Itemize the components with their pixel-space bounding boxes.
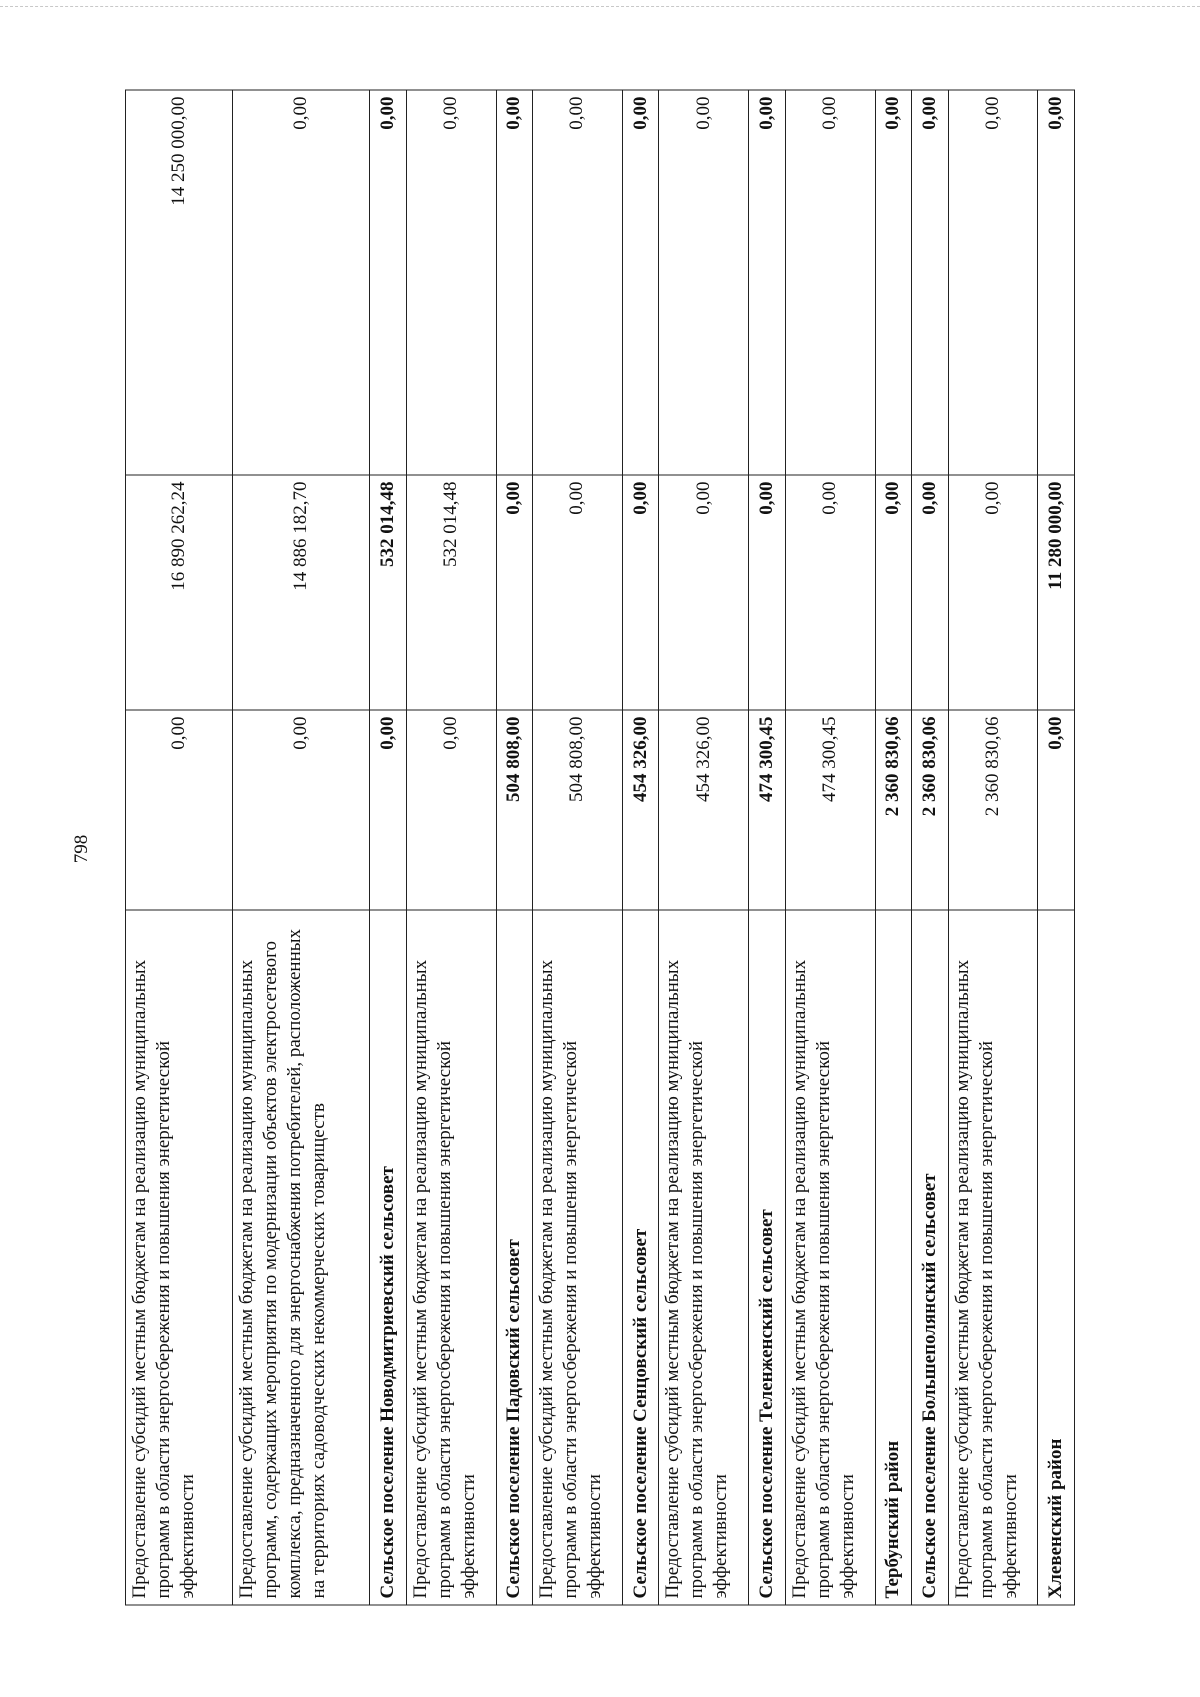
row-value-2: 11 280 000,00 (1038, 475, 1075, 710)
row-value-3: 0,00 (370, 90, 406, 475)
row-value-2: 0,00 (912, 475, 948, 710)
row-value-1: 0,00 (370, 710, 406, 910)
row-name: Предоставление субсидий местным бюджетам на реализацию муниципальных программ, содержащих мероприятия по модернизации объектов электросетевого комплекса, предназначенного для энергоснабжения потребителей, расположенных на территориях садоводческих некоммерческих товариществ (233, 910, 370, 1605)
row-value-3: 0,00 (496, 90, 532, 475)
table-row (785, 90, 875, 1605)
row-name: Предоставление субсидий местным бюджетам на реализацию муниципальных программ в области энергосбережения и повышения энергетической эффективности (532, 910, 622, 1605)
row-value-3: 0,00 (875, 90, 911, 475)
row-name: Хлевенский район (1038, 910, 1075, 1605)
row-name: Предоставление субсидий местным бюджетам на реализацию муниципальных программ в области энергосбережения и повышения энергетической эффективности (785, 910, 875, 1605)
row-value-3: 14 250 000,00 (126, 90, 233, 475)
row-name: Предоставление субсидий местным бюджетам на реализацию муниципальных программ в области энергосбережения и повышения энергетической эффективности (406, 910, 496, 1605)
row-value-3: 0,00 (622, 90, 658, 475)
row-value-1: 504 808,00 (496, 710, 532, 910)
row-value-2: 0,00 (875, 475, 911, 710)
row-name: Предоставление субсидий местным бюджетам на реализацию муниципальных программ в области энергосбережения и повышения энергетической эффективности (126, 910, 233, 1605)
row-value-2: 532 014,48 (406, 475, 496, 710)
scan-edge-line (0, 6, 1200, 7)
row-value-3: 0,00 (1038, 90, 1075, 475)
row-value-2: 0,00 (948, 475, 1038, 710)
row-value-2: 0,00 (496, 475, 532, 710)
row-value-1: 474 300,45 (749, 710, 785, 910)
row-value-3: 0,00 (406, 90, 496, 475)
row-name: Сельское поселение Теленженский сельсовет (749, 910, 785, 1605)
row-value-1: 504 808,00 (532, 710, 622, 910)
row-value-1: 0,00 (406, 710, 496, 910)
budget-table (125, 90, 1075, 1606)
table-row (370, 90, 406, 1605)
row-value-1: 454 326,00 (659, 710, 749, 910)
row-value-1: 0,00 (233, 710, 370, 910)
table-row (496, 90, 532, 1605)
row-value-2: 0,00 (749, 475, 785, 710)
row-value-2: 0,00 (785, 475, 875, 710)
row-name: Сельское поселение Сенцовский сельсовет (622, 910, 658, 1605)
row-value-1: 474 300,45 (785, 710, 875, 910)
table-row (532, 90, 622, 1605)
row-value-3: 0,00 (912, 90, 948, 475)
row-value-1: 2 360 830,06 (912, 710, 948, 910)
row-name: Тербунский район (875, 910, 911, 1605)
table-row (1038, 90, 1075, 1605)
row-value-3: 0,00 (948, 90, 1038, 475)
row-value-3: 0,00 (532, 90, 622, 475)
row-value-2: 0,00 (622, 475, 658, 710)
table-row (622, 90, 658, 1605)
table-row (749, 90, 785, 1605)
row-value-1: 2 360 830,06 (948, 710, 1038, 910)
row-value-2: 16 890 262,24 (126, 475, 233, 710)
table-row (659, 90, 749, 1605)
row-value-1: 0,00 (126, 710, 233, 910)
row-value-2: 532 014,48 (370, 475, 406, 710)
row-value-3: 0,00 (233, 90, 370, 475)
row-name: Сельское поселение Падовский сельсовет (496, 910, 532, 1605)
table-row (406, 90, 496, 1605)
table-row (233, 90, 370, 1605)
row-name: Предоставление субсидий местным бюджетам на реализацию муниципальных программ в области энергосбережения и повышения энергетической эффективности (948, 910, 1038, 1605)
row-name: Сельское поселение Новодмитриевский сельсовет (370, 910, 406, 1605)
row-value-2: 14 886 182,70 (233, 475, 370, 710)
rotated-page (125, 91, 1075, 1606)
page-number: 798 (71, 834, 92, 864)
row-value-1: 454 326,00 (622, 710, 658, 910)
table-row (875, 90, 911, 1605)
row-value-3: 0,00 (659, 90, 749, 475)
row-value-1: 0,00 (1038, 710, 1075, 910)
row-name: Предоставление субсидий местным бюджетам на реализацию муниципальных программ в области энергосбережения и повышения энергетической эффективности (659, 910, 749, 1605)
row-value-2: 0,00 (659, 475, 749, 710)
row-value-3: 0,00 (785, 90, 875, 475)
table-row (126, 90, 233, 1605)
row-value-2: 0,00 (532, 475, 622, 710)
row-name: Сельское поселение Большеполянский сельсовет (912, 910, 948, 1605)
table-row (912, 90, 948, 1605)
row-value-3: 0,00 (749, 90, 785, 475)
table-row (948, 90, 1038, 1605)
row-value-1: 2 360 830,06 (875, 710, 911, 910)
